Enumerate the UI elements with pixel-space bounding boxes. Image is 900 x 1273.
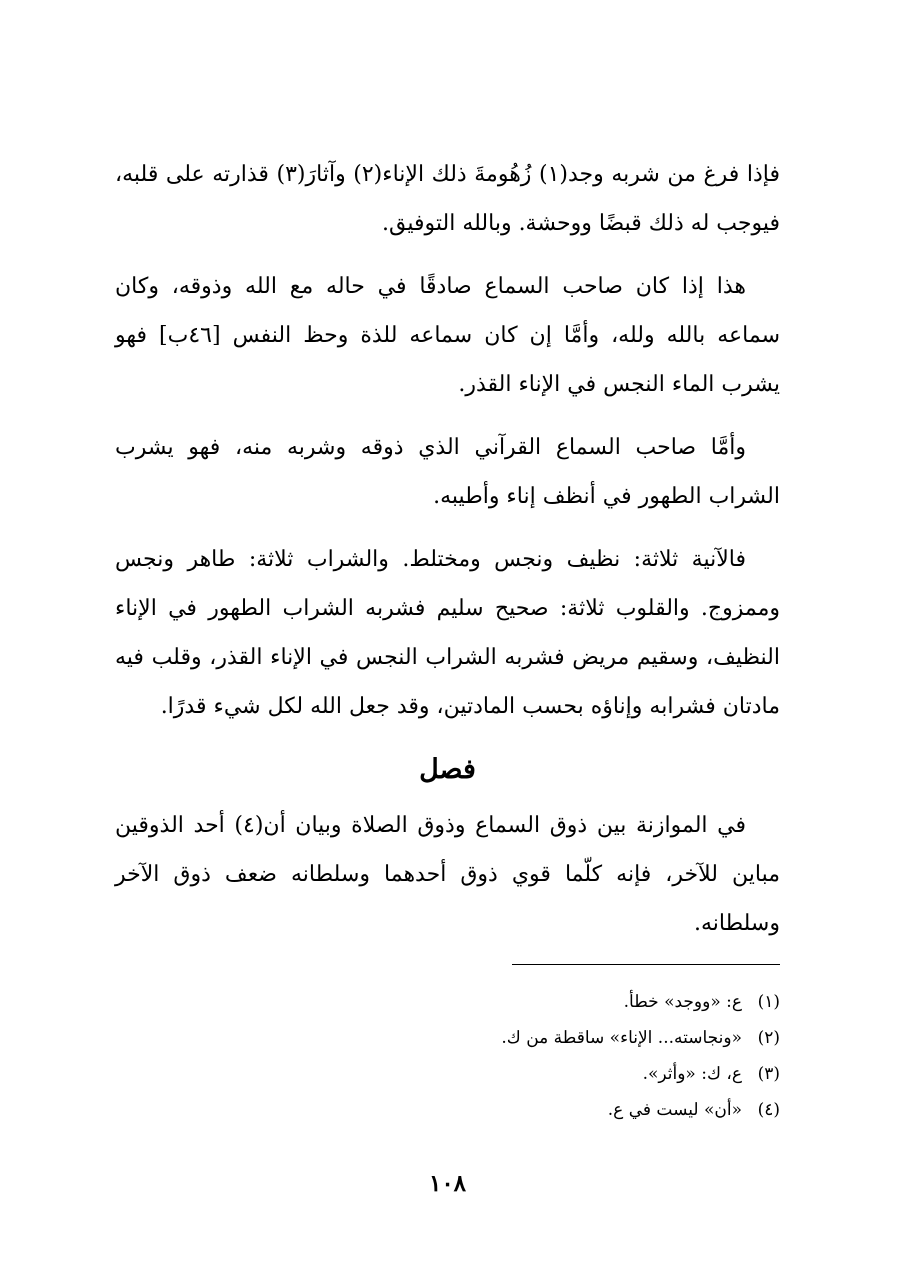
footnote-divider xyxy=(512,964,780,965)
footnote-text: «ونجاسته... الإناء» ساقطة من ك. xyxy=(501,1028,742,1048)
paragraph-1: فإذا فرغ من شربه وجد(١) زُهُومةَ ذلك الإناء(٢) وآثارَ(٣) قذارته على قلبه، فيوجب له ذلك قبضًا ووحشة. وبالله التوفيق. xyxy=(115,162,780,236)
footnote-number: (١) xyxy=(757,992,780,1012)
footnote-2 xyxy=(115,1020,780,1056)
paragraph-3: وأمَّا صاحب السماع القرآني الذي ذوقه وشربه منه، فهو يشرب الشراب الطهور في أنظف إناء وأطيبه. xyxy=(115,435,780,509)
footnotes xyxy=(115,984,780,1128)
section-heading: فصل xyxy=(419,754,476,785)
footnote-text: «أن» ليست في ع. xyxy=(607,1100,742,1120)
footnote-number: (٤) xyxy=(757,1100,780,1120)
paragraph-2: هذا إذا كان صاحب السماع صادقًا في حاله مع الله وذوقه، وكان سماعه بالله ولله، وأمَّا إن كان سماعه للذة وحظ النفس [٤٦ب] فهو يشرب الماء النجس في الإناء القذر. xyxy=(115,274,781,397)
footnote-number: (٣) xyxy=(757,1064,780,1084)
footnote-number: (٢) xyxy=(757,1028,780,1048)
footnote-4 xyxy=(115,1092,780,1128)
footnote-3 xyxy=(115,1056,780,1092)
footnote-text: ع: «ووجد» خطأ. xyxy=(623,992,742,1012)
page-number: ١٠٨ xyxy=(428,1170,467,1197)
book-page xyxy=(115,150,780,1200)
paragraph-4: فالآنية ثلاثة: نظيف ونجس ومختلط. والشراب ثلاثة: طاهر ونجس وممزوج. والقلوب ثلاثة: صحيح سليم فشربه الشراب الطهور في الإناء النظيف، وسقيم مريض فشربه الشراب النجس في الإناء القذر، وقلب فيه مادتان فشرابه وإناؤه بحسب المادتين، وقد جعل الله لكل شيء قدرًا. xyxy=(115,547,780,719)
footnote-1 xyxy=(115,984,780,1020)
section-paragraph: في الموازنة بين ذوق السماع وذوق الصلاة وبيان أن(٤) أحد الذوقين مباين للآخر، فإنه كلّما قوي ذوق أحدهما وسلطانه ضعف ذوق الآخر وسلطانه. xyxy=(115,813,780,936)
footnote-text: ع، ك: «وأثر». xyxy=(642,1064,742,1084)
